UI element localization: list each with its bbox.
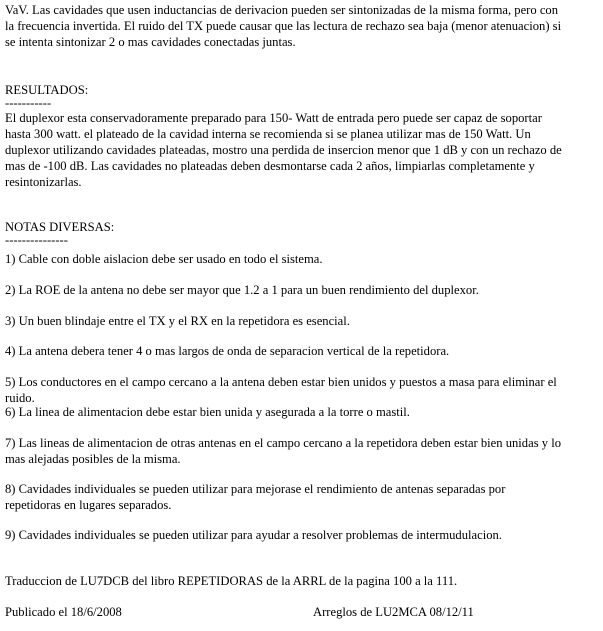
intro-line: VaV. Las cavidades que usen inductancias de derivacion pueden ser sintonizadas de la misma forma, pero con bbox=[5, 3, 559, 17]
nota-item-5 bbox=[5, 374, 557, 406]
arrangement-line: Arreglos de LU2MCA 08/12/11 bbox=[313, 605, 474, 619]
credit-line: Traduccion de LU7DCB del libro REPETIDORAS de la ARRL de la pagina 100 a la 111. bbox=[5, 574, 458, 588]
nota-line: 9) Cavidades individuales se pueden utilizar para ayudar a resolver problemas de intermudulacion. bbox=[5, 528, 502, 542]
nota-item-1 bbox=[5, 251, 323, 267]
published-line: Publicado el 18/6/2008 bbox=[5, 605, 122, 619]
intro-line: la frecuencia invertida. El ruido del TX puede causar que las lectura de rechazo sea baja (menor atenuacion) si bbox=[5, 19, 562, 33]
nota-line: repetidoras en lugares separados. bbox=[5, 498, 172, 512]
nota-line: 1) Cable con doble aislacion debe ser usado en todo el sistema. bbox=[5, 252, 323, 266]
nota-line: 3) Un buen blindaje entre el TX y el RX en la repetidora es esencial. bbox=[5, 314, 350, 328]
nota-line: 4) La antena debera tener 4 o mas largos de onda de separacion vertical de la repetidora. bbox=[5, 344, 450, 358]
intro-line: se intenta sintonizar 2 o mas cavidades conectadas juntas. bbox=[5, 35, 296, 49]
arrangement-credit bbox=[313, 604, 474, 620]
resultados-line: hasta 300 watt. el plateado de la cavidad interna se recomienda si se planea utilizar mas de 150 Watt. Un bbox=[5, 127, 531, 141]
nota-item-3 bbox=[5, 313, 350, 329]
notas-heading: NOTAS DIVERSAS: bbox=[5, 220, 115, 234]
resultados-line: mas de -100 dB. Las cavidades no plateadas deben desmontarse cada 2 años, limpiarlas completamente y bbox=[5, 159, 535, 173]
nota-line: 8) Cavidades individuales se pueden utilizar para mejorase el rendimiento de antenas separadas por bbox=[5, 482, 506, 496]
resultados-divider: ----------- bbox=[5, 96, 52, 110]
resultados-paragraph bbox=[5, 110, 562, 190]
nota-line: mas alejadas posibles de la misma. bbox=[5, 452, 181, 466]
nota-line: 7) Las lineas de alimentacion de otras antenas en el campo cercano a la repetidora deben estar bien unidas y lo bbox=[5, 436, 561, 450]
notas-section bbox=[5, 219, 114, 247]
resultados-line: resintonizarlas. bbox=[5, 175, 82, 189]
translation-credit bbox=[5, 573, 457, 589]
intro-paragraph bbox=[5, 2, 561, 50]
nota-item-4 bbox=[5, 343, 449, 359]
resultados-heading: RESULTADOS: bbox=[5, 83, 89, 97]
resultados-line: El duplexor esta conservadoramente preparado para 150- Watt de entrada pero puede ser capaz de soportar bbox=[5, 111, 542, 125]
nota-line: 2) La ROE de la antena no debe ser mayor que 1.2 a 1 para un buen rendimiento del duplexor. bbox=[5, 283, 479, 297]
nota-item-2 bbox=[5, 282, 479, 298]
resultados-section bbox=[5, 82, 562, 190]
nota-line: 6) La linea de alimentacion debe estar bien unida y asegurada a la torre o mastil. bbox=[5, 405, 410, 419]
nota-item-6 bbox=[5, 404, 410, 420]
nota-item-7 bbox=[5, 435, 561, 467]
notas-divider: --------------- bbox=[5, 233, 68, 247]
nota-item-8 bbox=[5, 481, 505, 513]
resultados-line: duplexor utilizando cavidades plateadas, mostro una perdida de insercion menor que 1 dB y con un rechazo de bbox=[5, 143, 562, 157]
nota-item-9 bbox=[5, 527, 502, 543]
nota-line: 5) Los conductores en el campo cercano a la antena deben estar bien unidos y puestos a masa para eliminar el bbox=[5, 375, 557, 389]
published-date bbox=[5, 604, 122, 620]
nota-line: ruido. bbox=[5, 391, 35, 405]
